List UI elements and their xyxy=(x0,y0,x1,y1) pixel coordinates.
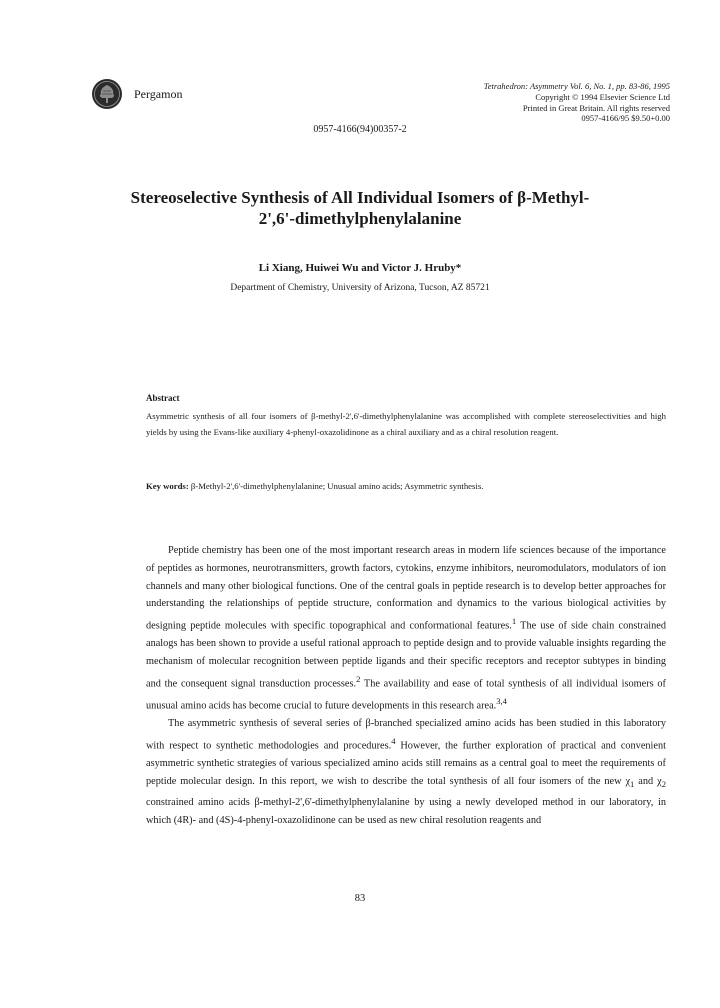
affiliation: Department of Chemistry, University of Arizona, Tucson, AZ 85721 xyxy=(230,283,490,293)
title-line-1: Stereoselective Synthesis of All Individual Isomers of β-Methyl- xyxy=(130,188,590,207)
keywords xyxy=(146,481,666,491)
copyright-line: Copyright © 1994 Elsevier Science Ltd xyxy=(535,91,670,102)
keywords-text: β-Methyl-2',6'-dimethylphenylalanine; Unusual amino acids; Asymmetric synthesis. xyxy=(190,481,484,491)
keywords-label: Key words: xyxy=(146,481,189,491)
authors: Li Xiang, Huiwei Wu and Victor J. Hruby* xyxy=(258,262,462,274)
journal-info xyxy=(340,81,670,124)
abstract-body: Asymmetric synthesis of all four isomers of β-methyl-2',6'-dimethylphenylalanine was accomplished with complete stereoselectivities and high yields by using the Evans-like auxiliary 4-phenyl-oxazolidinone as a chiral auxiliary and as a chiral resolution reagent. xyxy=(146,411,666,437)
reference-marker: 4 xyxy=(391,736,396,747)
reference-marker: 1 xyxy=(511,616,517,627)
reference-marker: 3,4 xyxy=(496,696,507,707)
title-line-2: 2',6'-dimethylphenylalanine xyxy=(258,209,462,228)
paragraph-2: The asymmetric synthesis of several series of β-branched specialized amino acids has been studied in this laboratory with respect to synthetic methodologies and procedures.$^4$ However, the further exploration of practical and convenient asymmetric synthetic strategies of various specialized amino acids still remains as a central goal to meet the requirements of peptide molecular design. In this report, we wish to describe the total synthesis of all four isomers of the new $\chi_1$ and $\chi_2$ constrained amino acids β-methyl-2',6'-dimethylphenylalanine by using a newly developed method in our laboratory, in which (4R)- and (4S)-4-phenyl-oxazolidinone can be used as new chiral resolution reagents and xyxy=(146,718,666,826)
abstract xyxy=(146,390,666,440)
article-identifier: 0957-4166(94)00357-2 xyxy=(313,124,407,135)
chi1-symbol: χ xyxy=(625,776,631,788)
elsevier-tree-logo-icon xyxy=(91,78,123,110)
journal-citation: Tetrahedron: Asymmetry Vol. 6, No. 1, pp. 83-86, 1995 xyxy=(483,81,670,91)
chi2-symbol: χ xyxy=(657,776,662,788)
price-code: 0957-4166/95 $9.50+0.00 xyxy=(581,113,670,124)
reference-marker: 2 xyxy=(356,674,361,684)
page-number: 83 xyxy=(354,893,366,904)
abstract-heading: Abstract xyxy=(146,393,180,403)
body-text xyxy=(146,542,666,830)
article-title xyxy=(60,187,660,229)
publisher-name: Pergamon xyxy=(134,87,183,101)
paragraph-1: Peptide chemistry has been one of the most important research areas in modern life sciences because of the importance of peptides as hormones, neurotransmitters, growth factors, cytokins, enzyme inhibitors, neuromodulators, modulators of ion channels and many other biological functions. One of the central goals in peptide research is to develop better approaches for understanding the relationships of peptide structure, conformation and dynamics to the various biological activities by designing peptide molecules with specific topographical and conformational features.$^1$ The use of side chain constrained analogs has been shown to provide a useful rational approach to peptide design and to provide valuable insights regarding the mechanism of molecular recognition between peptide ligands and their specific receptors and receptor subtypes in binding and the consequent signal transduction processes.$^2$ The availability and ease of total synthesis of all individual isomers of unusual amino acids has become crucial to future developments in this research area.$^{3,4}$ xyxy=(146,545,666,712)
printed-line: Printed in Great Britain. All rights reserved xyxy=(522,102,670,113)
